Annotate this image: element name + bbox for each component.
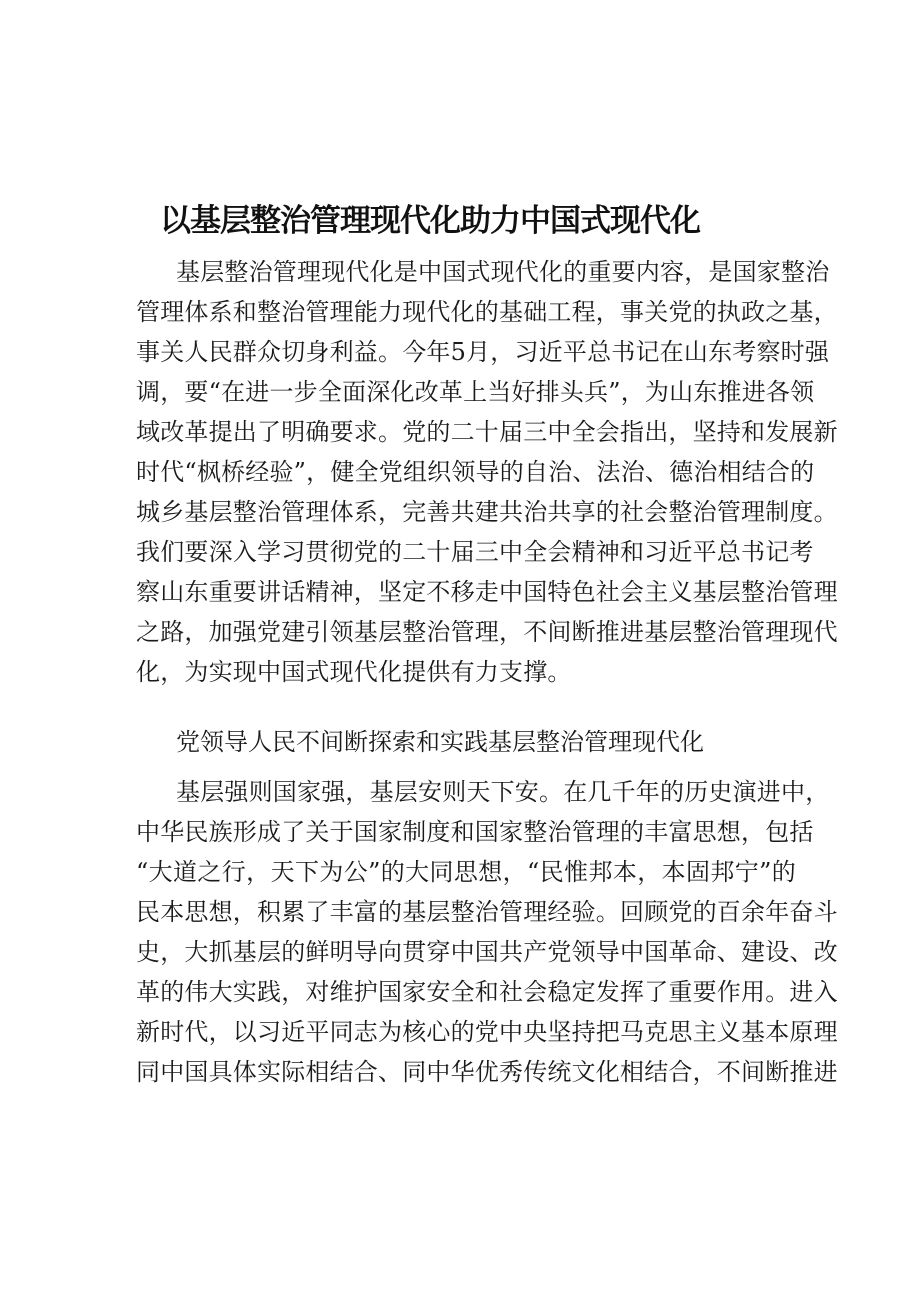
paragraph-line: 时代“枫桥经验”，健全党组织领导的自治、法治、德治相结合的 [136, 458, 815, 486]
paragraph-line: 之路，加强党建引领基层整治管理，不间断推进基层整治管理现代 [136, 618, 838, 646]
paragraph-line: 域改革提出了明确要求。党的二十届三中全会指出，坚持和发展新 [136, 418, 838, 446]
paragraph-line: 调，要“在进一步全面深化改革上当好排头兵”，为山东推进各领 [136, 378, 815, 406]
paragraph-line: 察山东重要讲话精神，坚定不移走中国特色社会主义基层整治管理 [136, 578, 838, 606]
paragraph-line: 事关人民群众切身利益。今年5月，习近平总书记在山东考察时强 [136, 338, 830, 366]
paragraph-line: 城乡基层整治管理体系，完善共建共治共享的社会整治管理制度。 [136, 498, 838, 526]
paragraph-line: 我们要深入学习贯彻党的二十届三中全会精神和习近平总书记考 [136, 538, 814, 566]
paragraph-line: 化，为实现中国式现代化提供有力支撑。 [136, 658, 572, 686]
paragraph-line: 同中国具体实际相结合、同中华优秀传统文化相结合，不间断推进 [136, 1058, 838, 1086]
paragraph-line: “大道之行，天下为公”的大同思想，“民惟邦本，本固邦宁”的 [136, 858, 796, 886]
paragraph-line: 中华民族形成了关于国家制度和国家整治管理的丰富思想，包括 [136, 818, 814, 846]
document-title: 以基层整治管理现代化助力中国式现代化 [160, 203, 700, 239]
paragraph-1 [136, 252, 838, 692]
section-subheading: 党领导人民不间断探索和实践基层整治管理现代化 [176, 728, 704, 756]
paragraph-line: 新时代，以习近平同志为核心的党中央坚持把马克思主义基本原理 [136, 1018, 838, 1046]
paragraph-line: 革的伟大实践，对维护国家安全和社会稳定发挥了重要作用。进入 [136, 978, 838, 1006]
paragraph-line: 民本思想，积累了丰富的基层整治管理经验。回顾党的百余年奋斗 [136, 898, 838, 926]
paragraph-2 [136, 772, 838, 1092]
paragraph-line: 基层整治管理现代化是中国式现代化的重要内容，是国家整治 [176, 258, 830, 286]
paragraph-line: 史，大抓基层的鲜明导向贯穿中国共产党领导中国革命、建设、改 [136, 938, 838, 966]
paragraph-line: 管理体系和整治管理能力现代化的基础工程，事关党的执政之基， [136, 298, 838, 326]
paragraph-line: 基层强则国家强，基层安则天下安。在几千年的历史演进中， [176, 778, 830, 806]
